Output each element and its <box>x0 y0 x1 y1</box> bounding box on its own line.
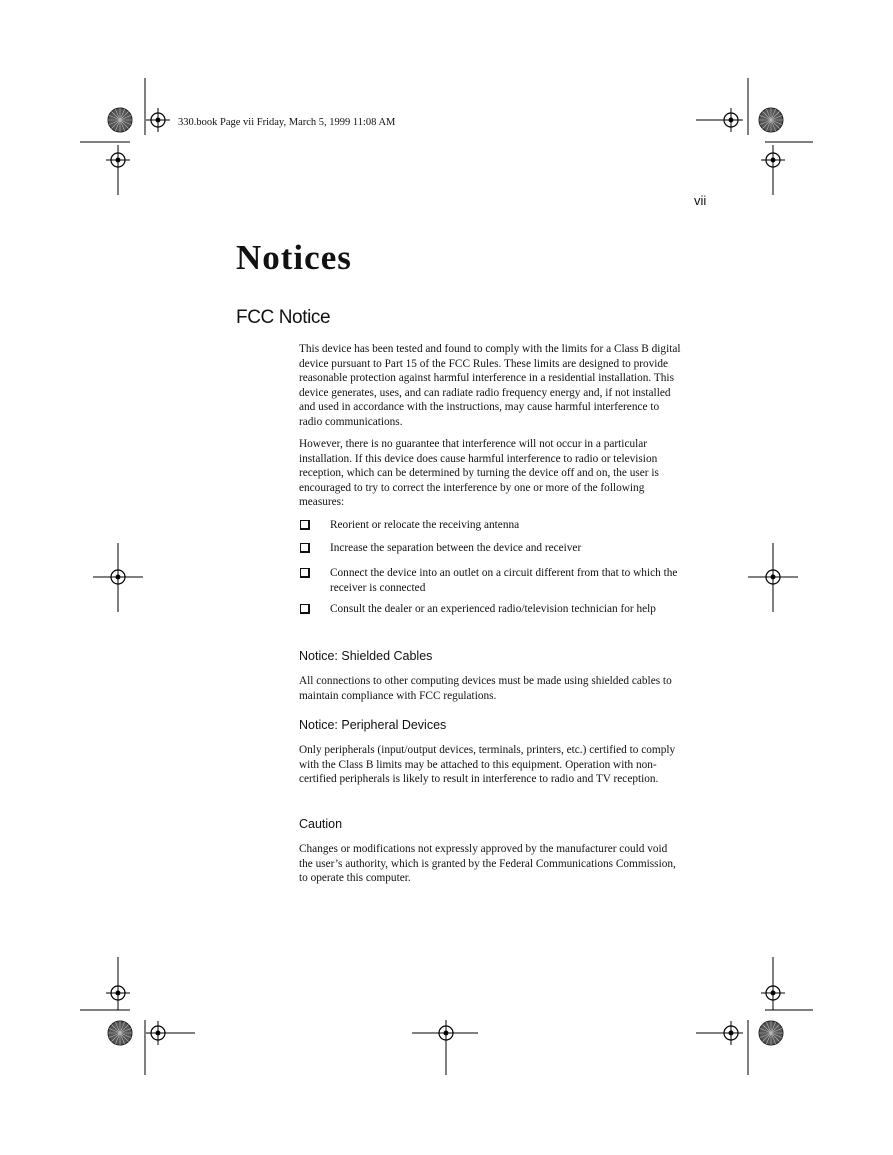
list-item-text: Increase the separation between the device and receiver <box>330 542 582 554</box>
registration-mark <box>719 1021 743 1045</box>
registration-mark <box>146 108 170 132</box>
registration-mark <box>434 1021 458 1045</box>
page-number: vii <box>694 193 707 208</box>
list-item-text: Consult the dealer or an experienced radio/television technician for help <box>330 603 656 615</box>
paragraph: However, there is no guarantee that interference will not occur in a particular installation. If this device does cause harmful interference to radio or television reception, which can be determined by turning the device off and on, the user is encouraged to try to correct the interference by one or more of the following measures: <box>299 438 659 509</box>
registration-mark <box>761 148 785 172</box>
registration-mark <box>761 981 785 1005</box>
checkbox-bullet-icon <box>300 604 310 614</box>
registration-mark <box>146 1021 170 1045</box>
checkbox-bullet-icon <box>300 568 310 578</box>
subsection-title: Notice: Shielded Cables <box>299 649 433 663</box>
list-item-text: Connect the device into an outlet on a circuit different from that to which the receiver is connected <box>330 567 678 594</box>
paragraph: This device has been tested and found to comply with the limits for a Class B digital device pursuant to Part 15 of the FCC Rules. These limits are designed to provide reasonable protection against harmful interference in a residential installation. This device generates, uses, and can radiate radio frequency energy and, if not installed and used in accordance with the instructions, may cause harmful interference to radio communications. <box>299 343 681 428</box>
paragraph: Changes or modifications not expressly approved by the manufacturer could void the user’s authority, which is granted by the Federal Communications Commission, to operate this computer. <box>299 843 676 885</box>
star-target-bottom-right <box>759 1021 783 1045</box>
paragraph: Only peripherals (input/output devices, terminals, printers, etc.) certified to comply with the Class B limits may be attached to this equipment. Operation with non-certified peripherals is likely to result in interference to radio and TV reception. <box>299 744 676 786</box>
star-target-top-right <box>759 108 783 132</box>
checkbox-bullet-icon <box>300 543 310 553</box>
registration-mark <box>719 108 743 132</box>
list-item-text: Reorient or relocate the receiving antenna <box>330 519 520 531</box>
paragraph: All connections to other computing devices must be made using shielded cables to maintain compliance with FCC regulations. <box>299 675 672 702</box>
star-target-bottom-left <box>108 1021 132 1045</box>
registration-mark <box>106 148 130 172</box>
registration-mark <box>761 565 785 589</box>
print-header: 330.book Page vii Friday, March 5, 1999 11:08 AM <box>178 117 396 128</box>
subsection-title: Notice: Peripheral Devices <box>299 718 447 732</box>
section-title: FCC Notice <box>236 307 331 328</box>
registration-mark <box>106 981 130 1005</box>
chapter-title: Notices <box>236 238 352 277</box>
registration-mark <box>106 565 130 589</box>
checkbox-bullet-icon <box>300 520 310 530</box>
subsection-title: Caution <box>299 817 343 831</box>
star-target-top-left <box>108 108 132 132</box>
